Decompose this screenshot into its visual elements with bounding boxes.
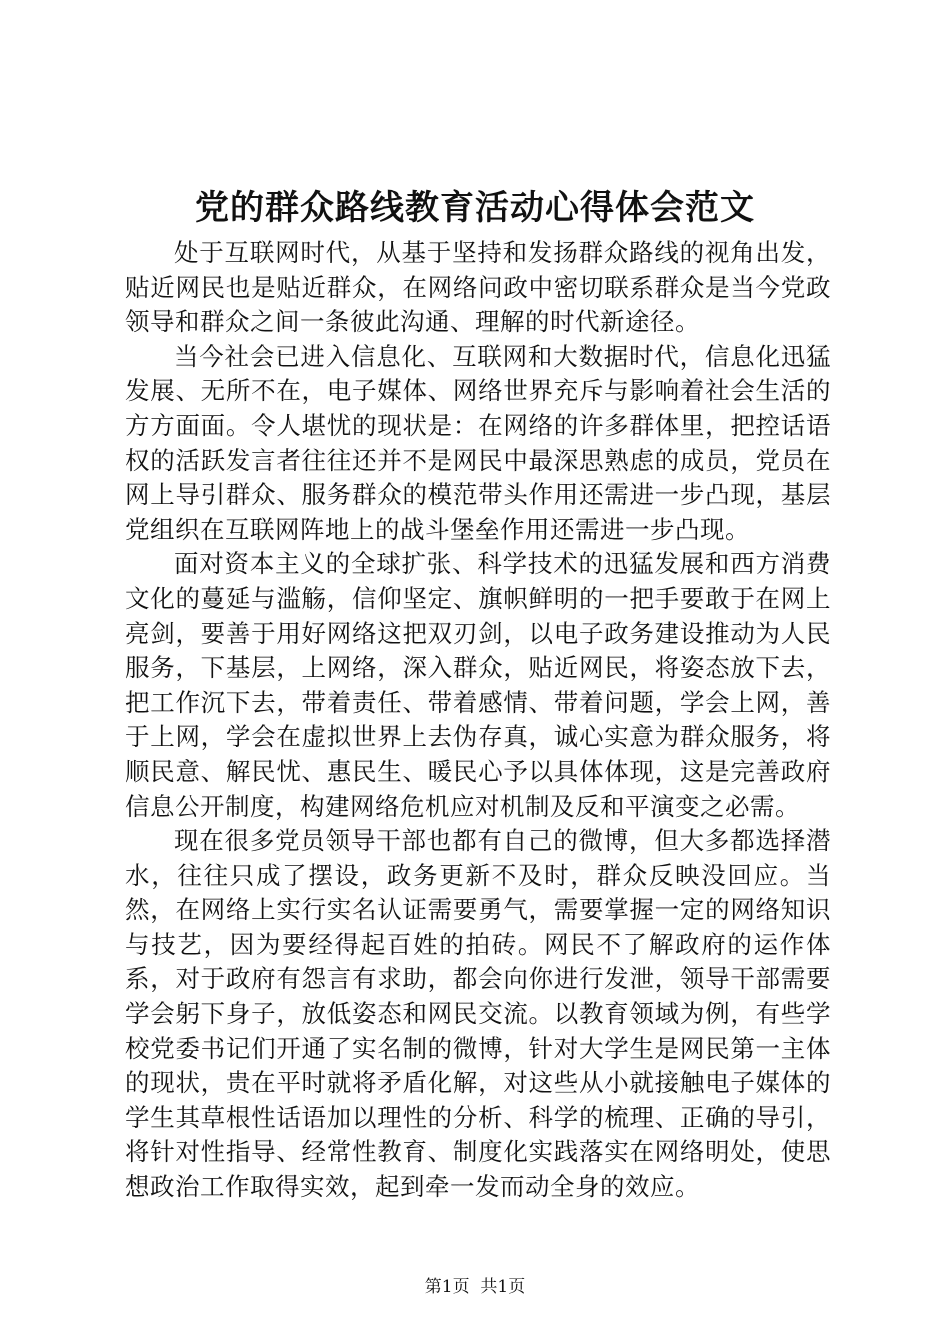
paragraph-4: 现在很多党员领导干部也都有自己的微博，但大多都选择潜水，往往只成了摆设，政务更新不及时，群众反映没回应。当然，在网络上实行实名认证需要勇气，需要掌握一定的网络知识与技艺，因为要经得起百姓的拍砖。网民不了解政府的运作体系，对于政府有怨言有求助，都会向你进行发泄，领导干部需要学会躬下身子，放低姿态和网民交流。以教育领域为例，有些学校党委书记们开通了实名制的微博，针对大学生是网民第一主体的现状，贵在平时就将矛盾化解，对这些从小就接触电子媒体的学生其草根性话语加以理性的分析、科学的梳理、正确的导引，将针对性指导、经常性教育、制度化实践落实在网络明处，使思想政治工作取得实效，起到牵一发而动全身的效应。 bbox=[125, 826, 831, 1202]
page-footer: 第1页 共1页 bbox=[424, 1277, 526, 1297]
paragraph-3: 面对资本主义的全球扩张、科学技术的迅猛发展和西方消费文化的蔓延与滥觞，信仰坚定、旗帜鲜明的一把手要敢于在网上亮剑，要善于用好网络这把双刃剑，以电子政务建设推动为人民服务，下基层，上网络，深入群众，贴近网民，将姿态放下去，把工作沉下去，带着责任、带着感情、带着问题，学会上网，善于上网，学会在虚拟世界上去伪存真，诚心实意为群众服务，将顺民意、解民忧、惠民生、暖民心予以具体体现，这是完善政府信息公开制度，构建网络危机应对机制及反和平演变之必需。 bbox=[125, 549, 831, 821]
paragraph-1: 处于互联网时代，从基于坚持和发扬群众路线的视角出发，贴近网民也是贴近群众，在网络问政中密切联系群众是当今党政领导和群众之间一条彼此沟通、理解的时代新途径。 bbox=[125, 238, 831, 337]
document-title: 党的群众路线教育活动心得体会范文 bbox=[195, 188, 755, 228]
paragraph-2: 当今社会已进入信息化、互联网和大数据时代，信息化迅猛发展、无所不在，电子媒体、网络世界充斥与影响着社会生活的方方面面。令人堪忧的现状是：在网络的许多群体里，把控话语权的活跃发言者往往还并不是网民中最深思熟虑的成员，党员在网上导引群众、服务群众的模范带头作用还需进一步凸现，基层党组织在互联网阵地上的战斗堡垒作用还需进一步凸现。 bbox=[125, 341, 831, 544]
document-body bbox=[125, 236, 831, 1205]
